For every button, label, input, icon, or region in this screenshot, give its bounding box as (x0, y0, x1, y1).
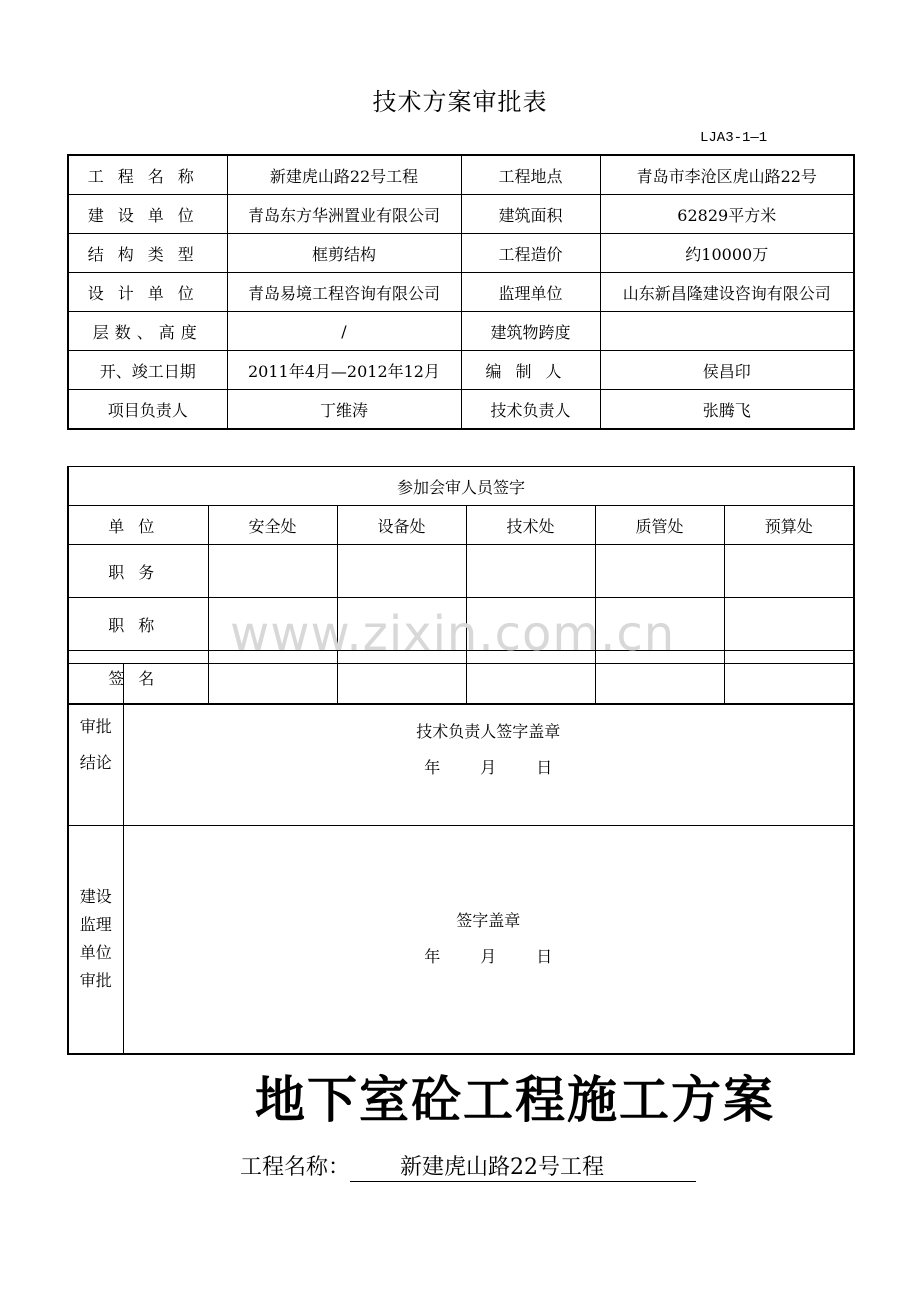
signature-cell[interactable] (595, 545, 724, 598)
supervision-label: 建设 监理 单位 审批 (68, 826, 123, 1054)
info-label: 开、竣工日期 (68, 351, 227, 390)
info-value: 2011年4月—2012年12月 (227, 351, 461, 390)
info-value: 张腾飞 (600, 390, 854, 430)
info-value: 约10000万 (600, 234, 854, 273)
info-label: 项目负责人 (68, 390, 227, 430)
unit-equipment: 设备处 (337, 506, 466, 545)
approval-label: 审批 结论 (68, 664, 123, 826)
row-label-position: 职务 (68, 545, 208, 598)
info-label: 技术负责人 (461, 390, 600, 430)
supervision-date: 年 月 日 (424, 947, 553, 967)
info-label: 工程名称 (68, 155, 227, 195)
info-value: 62829平方米 (600, 195, 854, 234)
project-name-value: 新建虎山路22号工程 (350, 1150, 696, 1182)
info-value: 青岛易境工程咨询有限公司 (227, 273, 461, 312)
signature-cell[interactable] (208, 545, 337, 598)
info-row (68, 155, 854, 195)
unit-technical: 技术处 (466, 506, 595, 545)
unit-quality: 质管处 (595, 506, 724, 545)
row-label-title: 职称 (68, 598, 208, 651)
info-value: 青岛东方华洲置业有限公司 (227, 195, 461, 234)
info-row (68, 351, 854, 390)
info-label: 建设单位 (68, 195, 227, 234)
signature-cell[interactable] (337, 545, 466, 598)
signature-cell[interactable] (466, 545, 595, 598)
signature-cell[interactable] (724, 598, 854, 651)
info-row (68, 195, 854, 234)
approval-sign-text: 技术负责人签字盖章 (416, 721, 561, 741)
info-value: 新建虎山路22号工程 (227, 155, 461, 195)
form-title: 技术方案审批表 (372, 88, 548, 116)
info-row (68, 273, 854, 312)
info-label: 结构类型 (68, 234, 227, 273)
cover-title: 地下室砼工程施工方案 (255, 1070, 775, 1129)
supervision-sign-text: 签字盖章 (456, 911, 521, 931)
approval-table (67, 663, 855, 1055)
info-row (68, 234, 854, 273)
unit-budget: 预算处 (724, 506, 854, 545)
info-value: 侯昌印 (600, 351, 854, 390)
info-label: 工程造价 (461, 234, 600, 273)
info-label: 建筑物跨度 (461, 312, 600, 351)
cover-project-name (240, 1150, 696, 1182)
info-label: 设计单位 (68, 273, 227, 312)
info-value: 山东新昌隆建设咨询有限公司 (600, 273, 854, 312)
row-label-signature: 签名 (68, 651, 208, 705)
approval-date: 年 月 日 (424, 757, 553, 777)
info-row (68, 390, 854, 430)
unit-label: 单位 (68, 506, 208, 545)
unit-safety: 安全处 (208, 506, 337, 545)
signature-cell[interactable] (724, 545, 854, 598)
info-label: 层数、高度 (68, 312, 227, 351)
info-label: 编制人 (461, 351, 600, 390)
info-value (600, 312, 854, 351)
supervision-area[interactable] (123, 826, 854, 1054)
info-label: 建筑面积 (461, 195, 600, 234)
info-row (68, 312, 854, 351)
signature-header: 参加会审人员签字 (68, 467, 854, 506)
project-info-table (67, 154, 855, 430)
info-label: 工程地点 (461, 155, 600, 195)
watermark: www.zixin.com.cn (230, 606, 676, 662)
info-value: 青岛市李沧区虎山路22号 (600, 155, 854, 195)
info-label: 监理单位 (461, 273, 600, 312)
approval-area[interactable] (123, 664, 854, 826)
info-value: 丁维涛 (227, 390, 461, 430)
project-name-label: 工程名称： (240, 1155, 351, 1180)
info-value: / (227, 312, 461, 351)
info-value: 框剪结构 (227, 234, 461, 273)
form-code: LJA3-1—1 (700, 130, 768, 146)
